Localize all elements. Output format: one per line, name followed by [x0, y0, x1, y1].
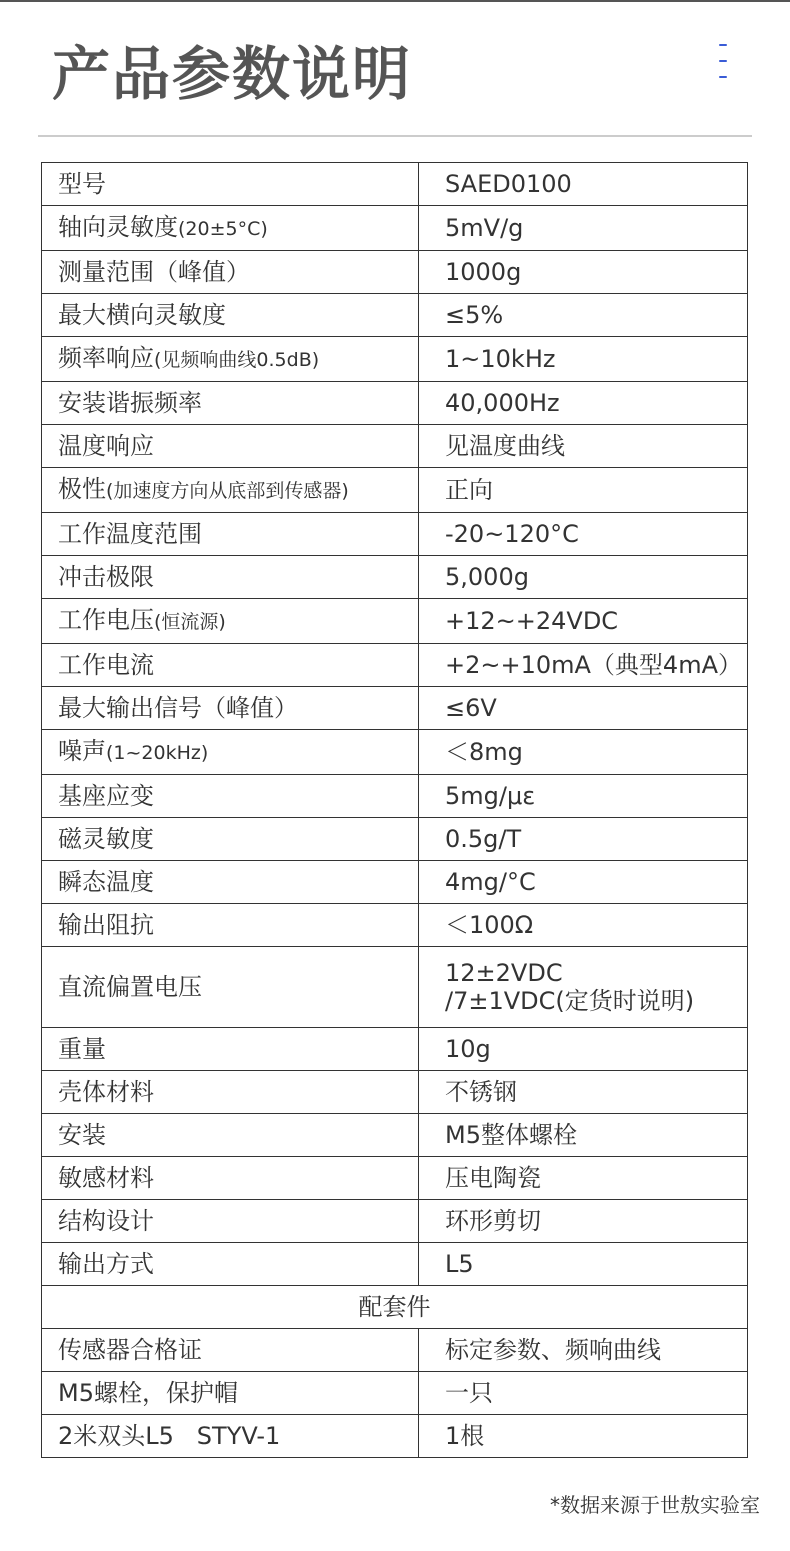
table-row — [42, 1372, 748, 1415]
table-row — [42, 904, 748, 947]
title-divider — [38, 135, 752, 137]
param-label: 工作温度范围 — [42, 513, 419, 556]
param-label: 直流偏置电压 — [42, 947, 419, 1028]
table-row — [42, 775, 748, 818]
param-value: 正向 — [419, 468, 748, 513]
param-label: 输出阻抗 — [42, 904, 419, 947]
table-row — [42, 1028, 748, 1071]
param-value: 1000g — [419, 251, 748, 294]
param-value: M5整体螺栓 — [419, 1114, 748, 1157]
param-label: 最大输出信号（峰值） — [42, 687, 419, 730]
param-value: -20~120°C — [419, 513, 748, 556]
table-row — [42, 687, 748, 730]
param-value: 见温度曲线 — [419, 425, 748, 468]
accessory-value: 标定参数、频响曲线 — [419, 1329, 748, 1372]
data-source-footnote: *数据来源于世敖实验室 — [550, 1493, 760, 1517]
param-label: 磁灵敏度 — [42, 818, 419, 861]
param-label: 型号 — [42, 163, 419, 206]
param-value: +2~+10mA（典型4mA） — [419, 644, 748, 687]
accessory-label: M5螺栓，保护帽 — [42, 1372, 419, 1415]
accessories-header: 配套件 — [42, 1286, 748, 1329]
table-row — [42, 337, 748, 382]
accessories-header-row — [42, 1286, 748, 1329]
bias-value-line-1: 12±2VDC — [445, 959, 563, 987]
table-row — [42, 1200, 748, 1243]
table-row — [42, 1114, 748, 1157]
param-label: 安装 — [42, 1114, 419, 1157]
table-row-bias-voltage — [42, 947, 748, 1028]
param-label: 敏感材料 — [42, 1157, 419, 1200]
param-label: 壳体材料 — [42, 1071, 419, 1114]
table-row — [42, 1071, 748, 1114]
param-label: 最大横向灵敏度 — [42, 294, 419, 337]
param-value: SAED0100 — [419, 163, 748, 206]
param-label: 工作电流 — [42, 644, 419, 687]
page-title: 产品参数说明 — [52, 40, 413, 108]
param-label: 瞬态温度 — [42, 861, 419, 904]
table-row — [42, 599, 748, 644]
param-label: 结构设计 — [42, 1200, 419, 1243]
accessory-value: 一只 — [419, 1372, 748, 1415]
param-label-note: (加速度方向从底部到传感器) — [106, 480, 349, 502]
param-label: 输出方式 — [42, 1243, 419, 1286]
param-value: +12~+24VDC — [419, 599, 748, 644]
top-rule — [0, 0, 790, 2]
param-label-note: (见频响曲线0.5dB) — [154, 349, 320, 371]
param-value: 1~10kHz — [419, 337, 748, 382]
param-label: 冲击极限 — [42, 556, 419, 599]
table-row — [42, 1415, 748, 1458]
param-value: 5mg/με — [419, 775, 748, 818]
param-value: ≤6V — [419, 687, 748, 730]
param-label: 噪声(1~20kHz) — [42, 730, 419, 775]
table-row — [42, 1157, 748, 1200]
param-value: L5 — [419, 1243, 748, 1286]
param-label: 轴向灵敏度(20±5°C) — [42, 206, 419, 251]
param-label: 工作电压(恒流源) — [42, 599, 419, 644]
table-row — [42, 294, 748, 337]
param-label: 安装谐振频率 — [42, 382, 419, 425]
param-value: 压电陶瓷 — [419, 1157, 748, 1200]
table-row — [42, 818, 748, 861]
param-value: 0.5g/T — [419, 818, 748, 861]
table-row — [42, 513, 748, 556]
param-value: ＜100Ω — [419, 904, 748, 947]
spec-table — [41, 162, 748, 1458]
param-value: 5,000g — [419, 556, 748, 599]
param-value: 不锈钢 — [419, 1071, 748, 1114]
param-value: 环形剪切 — [419, 1200, 748, 1243]
table-row — [42, 206, 748, 251]
param-label-note: (1~20kHz) — [106, 742, 209, 764]
table-row — [42, 644, 748, 687]
table-row — [42, 425, 748, 468]
accessory-label: 2米双头L5 STYV-1 — [42, 1415, 419, 1458]
table-row — [42, 861, 748, 904]
param-label-note: (恒流源) — [154, 611, 226, 633]
table-row — [42, 730, 748, 775]
param-label: 重量 — [42, 1028, 419, 1071]
table-row — [42, 1243, 748, 1286]
table-row — [42, 382, 748, 425]
table-row — [42, 251, 748, 294]
param-label-note: (20±5°C) — [178, 218, 268, 240]
param-value: 10g — [419, 1028, 748, 1071]
table-row — [42, 163, 748, 206]
param-label: 基座应变 — [42, 775, 419, 818]
param-value: ≤5% — [419, 294, 748, 337]
table-row — [42, 556, 748, 599]
table-row — [42, 468, 748, 513]
param-label: 频率响应(见频响曲线0.5dB) — [42, 337, 419, 382]
param-label: 极性(加速度方向从底部到传感器) — [42, 468, 419, 513]
table-row — [42, 1329, 748, 1372]
param-value — [419, 947, 748, 1028]
param-label: 测量范围（峰值） — [42, 251, 419, 294]
param-value: 5mV/g — [419, 206, 748, 251]
accessory-value: 1根 — [419, 1415, 748, 1458]
menu-dashes-icon[interactable] — [719, 44, 727, 80]
bias-value-line-2: /7±1VDC(定货时说明) — [445, 987, 695, 1015]
param-value: ＜8mg — [419, 730, 748, 775]
param-value: 40,000Hz — [419, 382, 748, 425]
param-value: 4mg/°C — [419, 861, 748, 904]
accessory-label: 传感器合格证 — [42, 1329, 419, 1372]
param-label: 温度响应 — [42, 425, 419, 468]
